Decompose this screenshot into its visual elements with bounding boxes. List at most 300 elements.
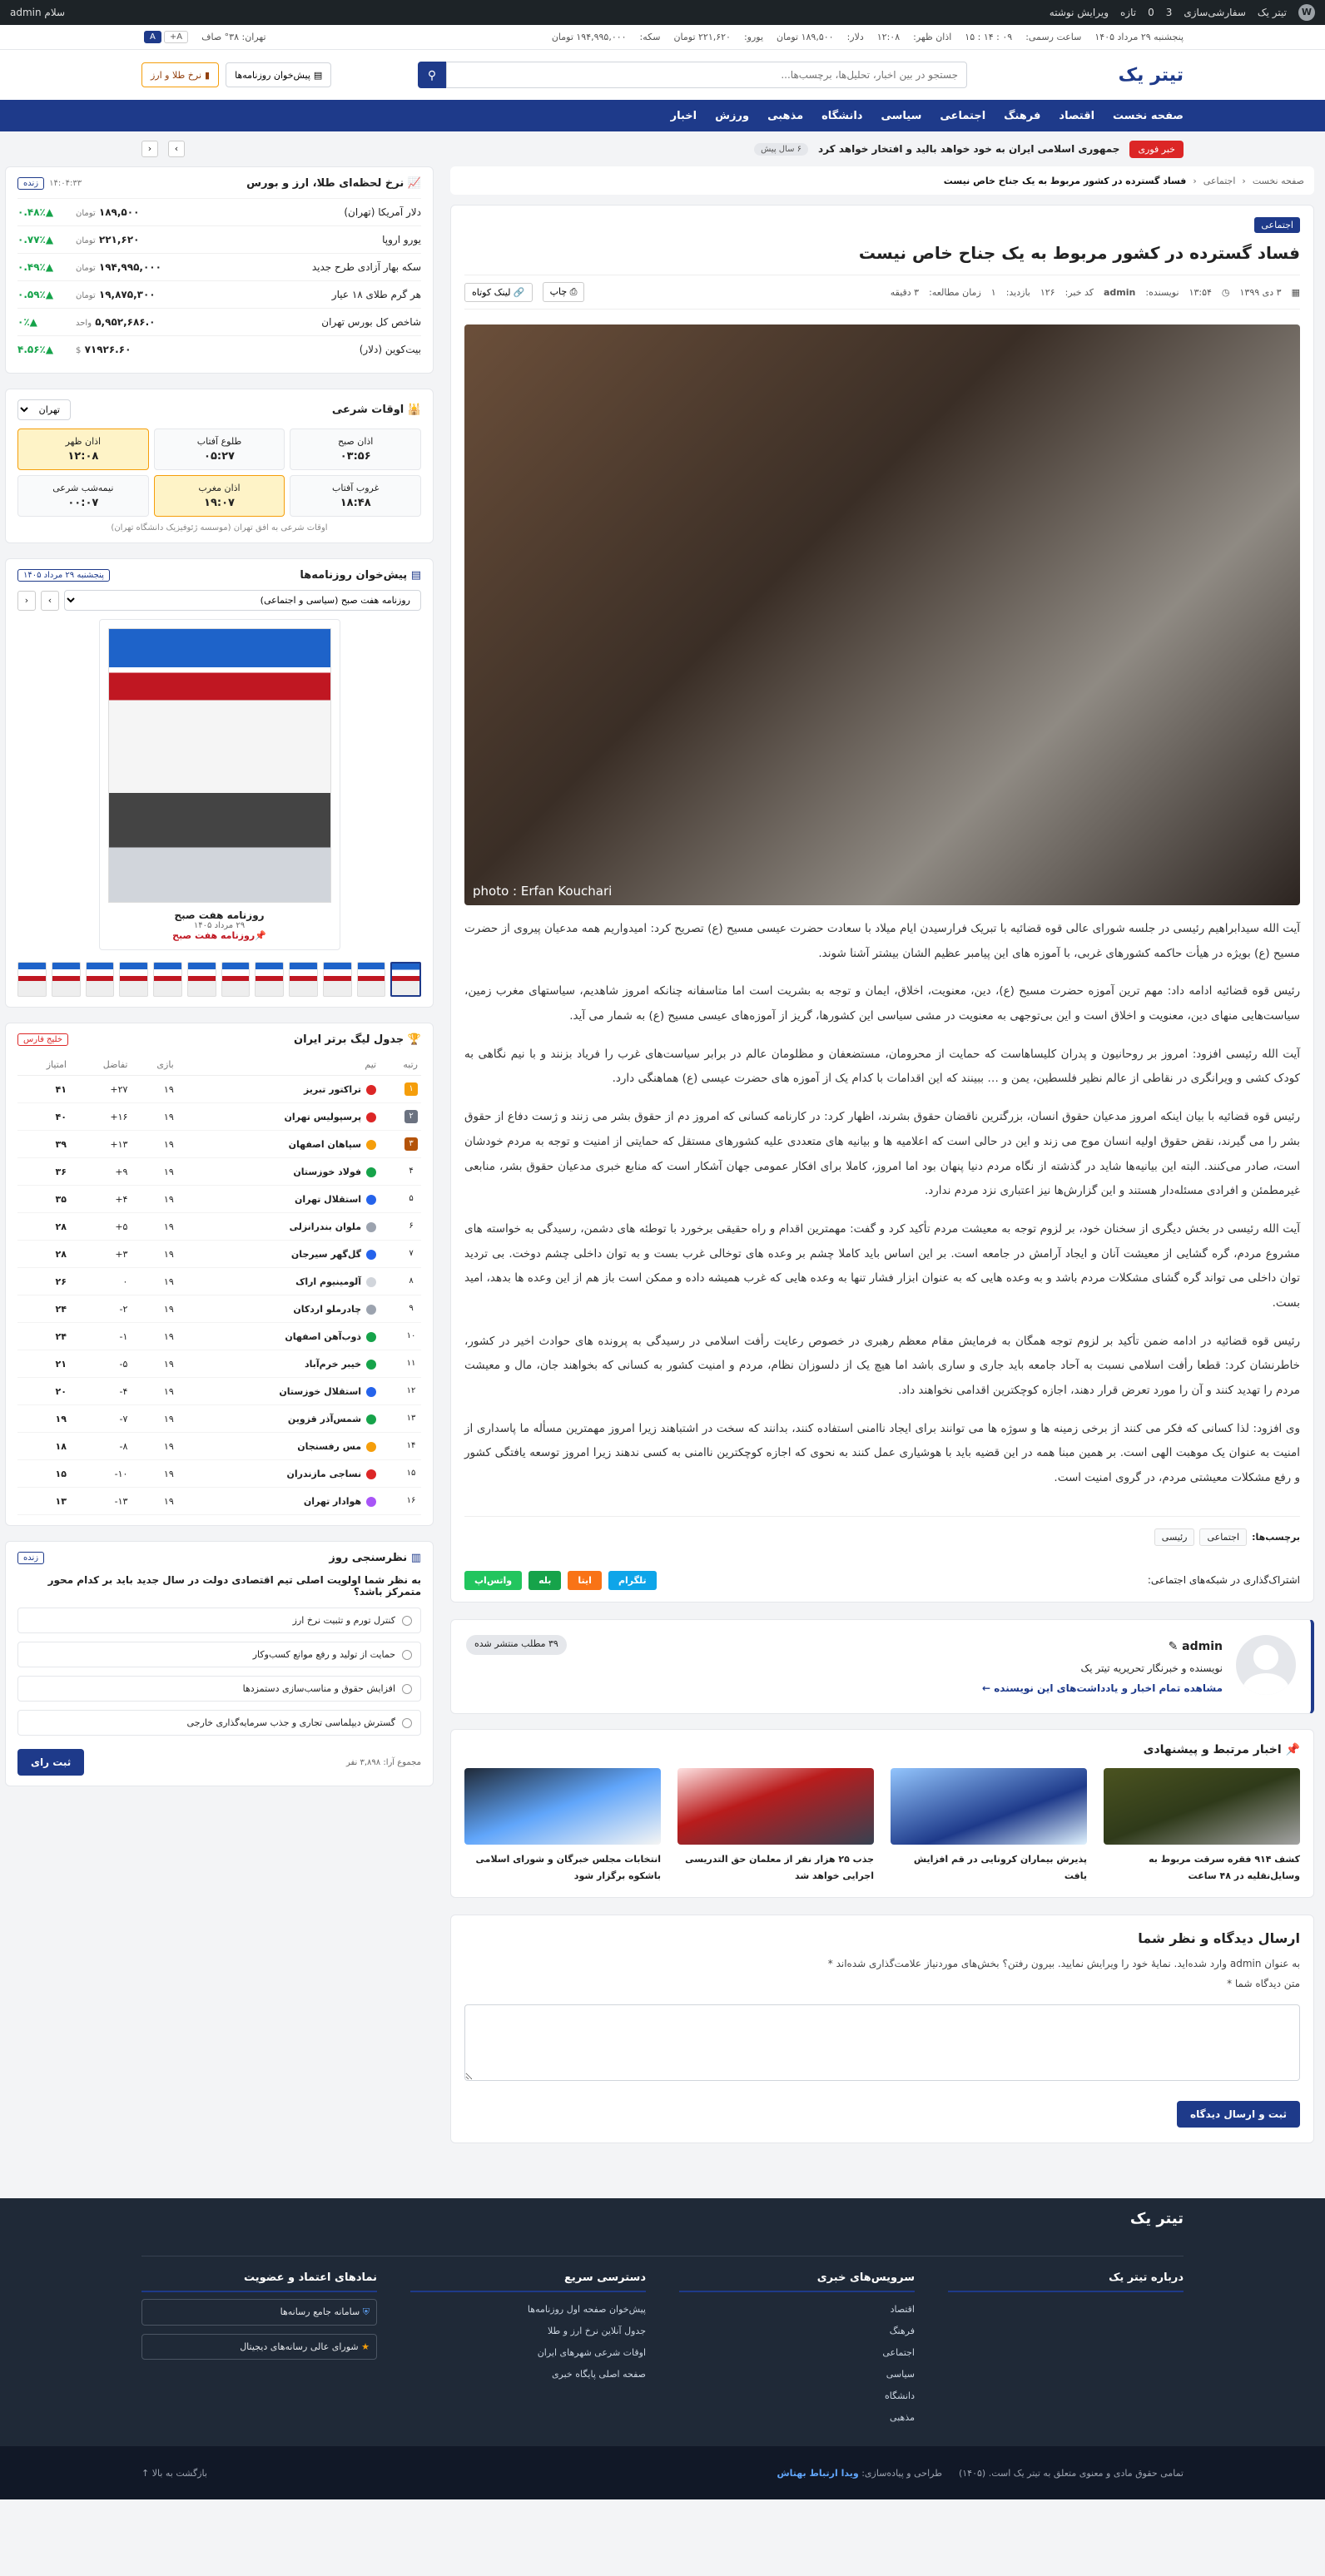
footer-link[interactable]: مذهبی bbox=[890, 2411, 915, 2423]
newspaper-icon: ▤ bbox=[407, 569, 421, 582]
newspaper-thumb[interactable] bbox=[289, 962, 318, 997]
newspaper-thumb[interactable] bbox=[17, 962, 47, 997]
footer-services-title: سرویس‌های خبری bbox=[679, 2271, 915, 2292]
league-row bbox=[17, 1213, 421, 1241]
article-meta bbox=[464, 275, 1300, 310]
main-column bbox=[450, 166, 1314, 2143]
nav-sports[interactable]: ورزش bbox=[715, 109, 750, 122]
newspaper-thumb[interactable] bbox=[187, 962, 216, 997]
newspaper-thumb[interactable] bbox=[119, 962, 148, 997]
nav-politics[interactable]: سیاسی bbox=[881, 109, 922, 122]
league-row bbox=[17, 1241, 421, 1268]
footer-link[interactable]: دانشگاه bbox=[884, 2390, 915, 2401]
league-widget bbox=[5, 1023, 434, 1526]
print-button[interactable] bbox=[543, 282, 585, 302]
radio-icon bbox=[402, 1650, 412, 1660]
prayer-time: ۰۳:۵۶ bbox=[340, 450, 371, 463]
search-input[interactable] bbox=[446, 62, 967, 88]
article-paragraph: آیت الله رئیسی افزود: امروز بر روحانیون و پدران کلیساهاست که حمایت از محرومان، مستضعفان و مظلومان عالم در برابر سیاست‌های غرب را فریاد بزنند و با نیم نگاهی به کودک کشی و ویرانگری در نقاطی از عالم نظیر فلسطین، یمن و … ببینند که این اقدامات با کدام یک از آموزه های حضرت عیسی (ع) هماهنگی دارد. bbox=[464, 1047, 1300, 1086]
article-date: ۳ دی ۱۳۹۹ bbox=[1239, 286, 1282, 298]
coin-label: سکه: bbox=[639, 32, 661, 42]
chart-icon: 📈 bbox=[404, 177, 421, 190]
rate-unit: واحد bbox=[76, 319, 92, 328]
team-games: ۱۹ bbox=[131, 1433, 176, 1460]
radio-icon bbox=[402, 1616, 412, 1626]
gold-rates-button[interactable] bbox=[141, 62, 219, 87]
team-points: ۳۵ bbox=[17, 1186, 70, 1213]
team-games: ۱۹ bbox=[131, 1460, 176, 1488]
pin-icon: 📌 bbox=[1281, 1742, 1300, 1756]
team-points: ۲۶ bbox=[17, 1268, 70, 1295]
team-name[interactable]: خیبر خرم‌آباد bbox=[304, 1358, 362, 1370]
ticker-prev-button[interactable]: ‹ bbox=[141, 141, 158, 157]
sidebar bbox=[5, 166, 434, 2143]
poll-live-badge: زنده bbox=[17, 1552, 44, 1564]
rate-value: ۲۲۱,۶۲۰ bbox=[98, 234, 140, 245]
nav-culture[interactable]: فرهنگ bbox=[1004, 109, 1041, 122]
author-desc: نویسنده و خبرنگار تحریریه تیتر یک bbox=[1080, 1662, 1223, 1674]
team-name[interactable]: نساجی مازندران bbox=[286, 1468, 362, 1479]
league-row bbox=[17, 1103, 421, 1131]
nav-news[interactable]: اخبار bbox=[670, 109, 697, 122]
footer-link[interactable]: سیاسی bbox=[886, 2368, 915, 2380]
comment-textarea[interactable] bbox=[464, 2004, 1300, 2081]
team-rank: ۶ bbox=[409, 1221, 414, 1231]
team-name[interactable]: سپاهان اصفهان bbox=[288, 1138, 362, 1150]
team-points: ۱۵ bbox=[17, 1460, 70, 1488]
team-logo-icon bbox=[366, 1414, 376, 1424]
team-points: ۱۳ bbox=[17, 1488, 70, 1515]
newspaper-pinned-name: روزنامه هفت صبح bbox=[172, 930, 256, 941]
rate-change: ۰.۷۷٪ bbox=[17, 234, 46, 245]
designer-link[interactable]: ویدا ارتباط بهتاش bbox=[777, 2467, 859, 2479]
team-name[interactable]: مس رفسنجان bbox=[297, 1440, 362, 1452]
prayer-title: اوقات شرعی bbox=[331, 404, 404, 416]
team-rank: ۱۰ bbox=[406, 1331, 416, 1340]
team-logo-icon bbox=[366, 1222, 376, 1232]
related-caption: پذیرش بیماران کرونایی در قم افزایش یافت bbox=[913, 1853, 1087, 1881]
author-avatar bbox=[1236, 1635, 1296, 1695]
newspaper-thumbnails bbox=[17, 962, 421, 997]
prayer-time: ۰۰:۰۷ bbox=[67, 497, 99, 509]
prayer-name: نیمه‌شب شرعی bbox=[52, 483, 114, 493]
related-title: اخبار مرتبط و پیشنهادی bbox=[1143, 1742, 1282, 1756]
team-logo-icon bbox=[366, 1469, 376, 1479]
search-form bbox=[418, 62, 967, 88]
rate-name: شاخص کل بورس تهران bbox=[321, 316, 421, 328]
newspaper-select[interactable] bbox=[64, 590, 421, 611]
poll-option[interactable] bbox=[17, 1608, 421, 1633]
article-time: ۱۳:۵۴ bbox=[1189, 286, 1212, 298]
admin-edit-link[interactable]: ویرایش نوشته bbox=[1049, 7, 1109, 18]
rate-change: ۰.۴۸٪ bbox=[17, 206, 46, 218]
newspaper-next-button[interactable]: › bbox=[41, 591, 59, 611]
prayer-cell bbox=[290, 475, 421, 517]
team-logo-icon bbox=[366, 1250, 376, 1260]
team-diff: ۵+ bbox=[70, 1213, 131, 1241]
nav-economy[interactable]: اقتصاد bbox=[1059, 109, 1095, 122]
team-games: ۱۹ bbox=[131, 1158, 176, 1186]
rate-unit: تومان bbox=[76, 236, 96, 245]
calendar-icon: ▦ bbox=[1291, 286, 1300, 298]
rate-unit: تومان bbox=[76, 291, 96, 300]
league-row bbox=[17, 1405, 421, 1433]
poll-option-label: افزایش حقوق و مناسب‌سازی دستمزدها bbox=[242, 1683, 395, 1694]
newspapers-date: پنجشنبه ۲۹ مرداد ۱۴۰۵ bbox=[17, 569, 110, 582]
footer-link[interactable]: اجتماعی bbox=[882, 2347, 915, 2359]
rate-value: ۱۹۴,۹۹۵,۰۰۰ bbox=[98, 261, 161, 273]
site-logo[interactable]: تیتر یک bbox=[1118, 64, 1184, 86]
admin-site-link[interactable]: تیتر یک bbox=[1257, 7, 1287, 18]
league-badge: خلیج فارس bbox=[17, 1033, 68, 1046]
league-table bbox=[17, 1054, 421, 1515]
prayer-time: ۱۹:۰۷ bbox=[204, 497, 235, 509]
trophy-icon: 🏆 bbox=[404, 1033, 421, 1046]
newspapers-button-label: پیش‌خوان روزنامه‌ها bbox=[235, 69, 310, 81]
poll-option-label: حمایت از تولید و رفع موانع کسب‌وکار bbox=[252, 1649, 395, 1660]
short-link-button[interactable] bbox=[464, 283, 533, 302]
poll-question: به نظر شما اولویت اصلی تیم اقتصادی دولت در سال جدید باید بر کدام محور متمرکز باشد؟ bbox=[47, 1574, 421, 1598]
nav-university[interactable]: دانشگاه bbox=[821, 109, 863, 122]
team-name[interactable]: فولاد خوزستان bbox=[293, 1166, 362, 1177]
article-title: فساد گسترده در کشور مربوط به یک جناح خاص نیست bbox=[858, 243, 1300, 263]
article-code: ۱۲۶ bbox=[1040, 286, 1055, 298]
rate-value: ۱۹,۸۷۵,۳۰۰ bbox=[98, 289, 156, 300]
team-name[interactable]: گل‌گهر سیرجان bbox=[290, 1248, 362, 1260]
team-logo-icon bbox=[366, 1195, 376, 1205]
poll-total: مجموع آرا: ۳,۸۹۸ نفر bbox=[345, 1757, 421, 1767]
team-games: ۱۹ bbox=[131, 1378, 176, 1405]
newspaper-thumb[interactable] bbox=[86, 962, 115, 997]
live-badge: زنده bbox=[17, 177, 44, 190]
column-header: تیم bbox=[177, 1054, 380, 1076]
prayer-time: ۱۸:۴۸ bbox=[340, 497, 371, 509]
breaking-age: ۶ سال پیش bbox=[754, 143, 808, 156]
rate-row bbox=[17, 335, 421, 363]
team-rank: ۷ bbox=[409, 1249, 414, 1258]
prayer-cell bbox=[17, 429, 149, 470]
team-points: ۲۴ bbox=[17, 1323, 70, 1350]
visits-label: بازدید: bbox=[1005, 286, 1030, 298]
weather: تهران: ۳۸° صاف bbox=[201, 32, 266, 42]
ticker-next-button[interactable]: › bbox=[168, 141, 185, 157]
league-row bbox=[17, 1350, 421, 1378]
team-logo-icon bbox=[366, 1085, 376, 1095]
team-name[interactable]: آلومینیوم اراک bbox=[295, 1276, 362, 1287]
nav-home[interactable]: صفحه نخست bbox=[1113, 109, 1184, 122]
nav-religion[interactable]: مذهبی bbox=[767, 109, 804, 122]
footer-link[interactable]: فرهنگ bbox=[889, 2326, 915, 2337]
team-points: ۱۸ bbox=[17, 1433, 70, 1460]
footer-link[interactable]: پیش‌خوان صفحه اول روزنامه‌ها bbox=[527, 2304, 646, 2316]
article-tags bbox=[464, 1516, 1300, 1546]
team-logo-icon bbox=[366, 1332, 376, 1342]
up-arrow-icon: ▲ bbox=[45, 234, 54, 245]
related-item[interactable] bbox=[677, 1768, 874, 1885]
clock-label: ساعت رسمی: bbox=[1025, 32, 1082, 42]
rate-row bbox=[17, 225, 421, 253]
team-name[interactable]: شمس‌آذر قزوین bbox=[287, 1413, 362, 1424]
team-name[interactable]: تراکتور تبریز bbox=[303, 1083, 362, 1095]
team-games: ۱۹ bbox=[131, 1103, 176, 1131]
breadcrumb-home[interactable]: صفحه نخست bbox=[1252, 175, 1304, 186]
team-points: ۲۸ bbox=[17, 1241, 70, 1268]
related-caption: کشف ۹۱۴ فقره سرقت مربوط به وسایل‌نقلیه در ۴۸ ساعت bbox=[1149, 1853, 1300, 1881]
footer-link[interactable]: جدول آنلاین نرخ ارز و طلا bbox=[547, 2326, 646, 2337]
admin-greeting[interactable]: سلام admin bbox=[10, 7, 66, 18]
trust-badge[interactable] bbox=[141, 2299, 377, 2326]
trust-badge-label: شورای عالی رسانه‌های دیجیتال bbox=[240, 2341, 359, 2353]
newspaper-image bbox=[108, 628, 331, 903]
team-games: ۱۹ bbox=[131, 1213, 176, 1241]
column-header: امتیاز bbox=[17, 1054, 70, 1076]
poll-submit-button[interactable]: ثبت رای bbox=[17, 1749, 84, 1776]
breaking-badge: خبر فوری bbox=[1129, 141, 1184, 158]
pin-icon: 📌 bbox=[255, 930, 266, 941]
newspaper-thumb[interactable] bbox=[323, 962, 352, 997]
poll-widget bbox=[5, 1541, 434, 1786]
breaking-headline[interactable]: جمهوری اسلامی ایران به خود خواهد بالید و افتخار خواهد کرد bbox=[818, 143, 1120, 155]
team-name[interactable]: استقلال خوزستان bbox=[279, 1385, 362, 1397]
team-logo-icon bbox=[366, 1497, 376, 1507]
footer-about-title: درباره تیتر یک bbox=[948, 2271, 1184, 2292]
team-name[interactable]: پرسپولیس تهران bbox=[284, 1111, 362, 1122]
poll-option-label: کنترل تورم و تثبیت نرخ ارز bbox=[292, 1615, 395, 1626]
up-arrow-icon: ▲ bbox=[45, 289, 54, 300]
share-telegram-button[interactable]: تلگرام bbox=[608, 1571, 657, 1590]
up-arrow-icon: ▲ bbox=[29, 316, 37, 328]
rate-change: ۴.۵۶٪ bbox=[17, 344, 46, 355]
team-games: ۱۹ bbox=[131, 1186, 176, 1213]
star-icon: ★ bbox=[358, 2341, 370, 2353]
team-rank: ۱۳ bbox=[406, 1414, 416, 1423]
team-name[interactable]: هوادار تهران bbox=[303, 1495, 362, 1507]
comment-form bbox=[450, 1915, 1314, 2143]
wordpress-icon[interactable]: W bbox=[1298, 4, 1315, 21]
team-diff: ۱۰- bbox=[70, 1460, 131, 1488]
trust-badge-label: سامانه جامع رسانه‌ها bbox=[280, 2306, 360, 2318]
team-games: ۱۹ bbox=[131, 1350, 176, 1378]
gold-rates-label: نرخ طلا و ارز bbox=[151, 69, 202, 81]
related-item[interactable] bbox=[1104, 1768, 1300, 1885]
team-rank: ۱۶ bbox=[406, 1496, 416, 1505]
team-games: ۱۹ bbox=[131, 1241, 176, 1268]
comment-login-note: به عنوان admin وارد شده‌اید. نمایهٔ خود را ویرایش نمایید. بیرون رفتن؟ بخش‌های موردنیاز علامت‌گذاری شده‌اند * bbox=[827, 1958, 1300, 1970]
top-info-bar bbox=[0, 25, 1325, 50]
article-paragraph: رئیس قوه قضائیه در ادامه ضمن تأکید بر لزوم توجه همگان به فرمایش مقام معظم رهبری در خصوص رعایت رأفت اسلامی در رسیدگی به پرونده های حوادث اخیر در کشور، خاطرنشان کرد: قطعا رأفت اسلامی نسبت به آحاد جامعه باید جاری و ساری باشد اما هیچ یک از دلسوزان نظام، مردم و امنیت کشور به کسانی که بخواهند جان، مال و معیشت مردم را تهدید کنند و آن را مورد تعرض قرار دهند، اجازه کوچکترین اقدامی نخواهند داد. bbox=[464, 1334, 1300, 1397]
footer-link[interactable]: اوقات شرعی شهرهای ایران bbox=[537, 2347, 646, 2359]
poll-option[interactable] bbox=[17, 1642, 421, 1667]
footer-quick-title: دسترسی سریع bbox=[410, 2271, 646, 2292]
column-header: بازی bbox=[131, 1054, 176, 1076]
font-size-normal-button[interactable]: A bbox=[144, 31, 161, 43]
print-label: چاپ bbox=[549, 286, 568, 297]
team-diff: ۱- bbox=[70, 1323, 131, 1350]
rate-name: هر گرم طلای ۱۸ عیار bbox=[331, 289, 421, 300]
team-name[interactable]: استقلال تهران bbox=[294, 1193, 362, 1205]
team-diff: ۱۳+ bbox=[70, 1131, 131, 1158]
rate-unit: تومان bbox=[76, 209, 96, 218]
team-games: ۱۹ bbox=[131, 1131, 176, 1158]
breadcrumb: صفحه نخست ‹ اجتماعی ‹ فساد گسترده در کشور مربوط به یک جناح خاص نیست bbox=[450, 166, 1314, 195]
breadcrumb-category[interactable]: اجتماعی bbox=[1203, 175, 1236, 186]
back-to-top-link[interactable]: بازگشت به بالا ↑ bbox=[141, 2467, 207, 2479]
current-date: پنجشنبه ۲۹ مرداد ۱۴۰۵ bbox=[1094, 32, 1184, 42]
article-author[interactable]: admin bbox=[1104, 286, 1136, 298]
share-label: اشتراک‌گذاری در شبکه‌های اجتماعی: bbox=[1147, 1574, 1300, 1587]
team-rank: ۵ bbox=[409, 1194, 414, 1203]
team-diff: ۷- bbox=[70, 1405, 131, 1433]
newspapers-title: پیش‌خوان روزنامه‌ها bbox=[300, 569, 408, 582]
pen-icon: ✎ bbox=[1168, 1639, 1179, 1653]
article-photo bbox=[464, 324, 1300, 905]
rate-row bbox=[17, 253, 421, 280]
font-size-large-button[interactable]: A+ bbox=[164, 31, 188, 43]
team-points: ۴۱ bbox=[17, 1076, 70, 1103]
up-arrow-icon: ▲ bbox=[45, 344, 54, 355]
article-category[interactable]: اجتماعی bbox=[1254, 217, 1300, 233]
newspaper-thumb[interactable] bbox=[357, 962, 386, 997]
rate-change: ۰٪ bbox=[17, 316, 30, 328]
share-eitaa-button[interactable]: ایتا bbox=[568, 1571, 602, 1590]
search-icon: ⚲ bbox=[427, 67, 437, 82]
prayer-cell bbox=[290, 429, 421, 470]
league-row bbox=[17, 1268, 421, 1295]
mosque-icon: 🕌 bbox=[404, 404, 421, 416]
newspaper-thumb[interactable] bbox=[390, 962, 421, 997]
footer-bottom bbox=[0, 2446, 1325, 2499]
team-logo-icon bbox=[366, 1167, 376, 1177]
admin-updates-count[interactable]: 3 bbox=[1165, 7, 1173, 18]
rates-title: نرخ لحظه‌ای طلا، ارز و بورس bbox=[246, 177, 404, 190]
tag-link[interactable]: اجتماعی bbox=[1199, 1528, 1247, 1546]
code-label: کد خبر: bbox=[1064, 286, 1094, 298]
main-nav bbox=[0, 100, 1325, 131]
team-diff: ۴- bbox=[70, 1378, 131, 1405]
newspaper-prev-button[interactable]: ‹ bbox=[17, 591, 36, 611]
team-rank: ۲ bbox=[404, 1110, 418, 1123]
dollar-label: دلار: bbox=[846, 32, 864, 42]
article-read-time: ۳ دقیقه bbox=[890, 286, 920, 298]
rate-change: ۰.۴۹٪ bbox=[17, 261, 46, 273]
article-paragraph: آیت الله سیدابراهیم رئیسی در جلسه شورای عالی قوه قضائیه با تبریک فرارسیدن ایام میلاد با سعادت حضرت عیسی مسیح (ع) تصریح کرد: امیدواریم همه مدعیان پیروی از حضرت مسیح (ع) بویژه در هیأت حاکمه کشورهای غربی، با آموزه های این پیامبر عظیم الشان بیشتر آشنا شوند. bbox=[464, 922, 1300, 960]
team-games: ۱۹ bbox=[131, 1405, 176, 1433]
poll-option[interactable] bbox=[17, 1710, 421, 1736]
league-row bbox=[17, 1131, 421, 1158]
newspaper-thumb[interactable] bbox=[52, 962, 81, 997]
author-label: نویسنده: bbox=[1145, 286, 1179, 298]
rate-row bbox=[17, 280, 421, 308]
prayer-time: ۰۵:۲۷ bbox=[204, 450, 235, 463]
print-icon: ⎙ bbox=[567, 286, 578, 297]
submit-comment-button[interactable]: ثبت و ارسال دیدگاه bbox=[1177, 2101, 1300, 2128]
team-diff: ۳+ bbox=[70, 1241, 131, 1268]
newspapers-button[interactable] bbox=[226, 62, 331, 87]
site-header bbox=[0, 50, 1325, 100]
article bbox=[450, 205, 1314, 1603]
team-name[interactable]: ملوان بندرانزلی bbox=[289, 1221, 362, 1232]
author-name[interactable]: admin bbox=[1182, 1639, 1223, 1653]
team-diff: ۵- bbox=[70, 1350, 131, 1378]
city-select[interactable] bbox=[17, 399, 71, 420]
search-button[interactable] bbox=[418, 62, 446, 88]
team-diff: ۴+ bbox=[70, 1186, 131, 1213]
team-logo-icon bbox=[366, 1305, 376, 1315]
prayer-name: غروب آفتاب bbox=[332, 483, 380, 493]
rate-unit: $ bbox=[76, 346, 82, 355]
rate-name: دلار آمریکا (تهران) bbox=[344, 206, 421, 218]
trust-badge[interactable] bbox=[141, 2334, 377, 2360]
team-games: ۱۹ bbox=[131, 1488, 176, 1515]
admin-new-link[interactable]: تازه bbox=[1120, 7, 1137, 18]
newspaper-icon: ▤ bbox=[313, 69, 323, 81]
share-whatsapp-button[interactable]: واتس‌اپ bbox=[464, 1571, 522, 1590]
prayer-name: اذان ظهر bbox=[65, 436, 102, 447]
team-diff: ۰ bbox=[70, 1268, 131, 1295]
column-header: رتبه bbox=[380, 1054, 421, 1076]
poll-option-label: گسترش دیپلماسی تجاری و جذب سرمایه‌گذاری خارجی bbox=[186, 1717, 395, 1728]
design-label: طراحی و پیاده‌سازی: bbox=[861, 2467, 942, 2479]
admin-comments-count[interactable]: 0 bbox=[1148, 7, 1154, 18]
poll-icon: ▥ bbox=[407, 1552, 421, 1564]
tag-link[interactable]: رئیسی bbox=[1154, 1528, 1195, 1546]
related-item[interactable] bbox=[891, 1768, 1087, 1885]
rates-widget bbox=[5, 166, 434, 374]
newspaper-thumb[interactable] bbox=[255, 962, 284, 997]
prayer-time: ۱۲:۰۸ bbox=[67, 450, 99, 463]
poll-option[interactable] bbox=[17, 1676, 421, 1702]
team-points: ۱۹ bbox=[17, 1405, 70, 1433]
prayer-times-widget bbox=[5, 389, 434, 543]
author-post-count: ۳۹ مطلب منتشر شده bbox=[466, 1635, 567, 1655]
newspaper-thumb[interactable] bbox=[153, 962, 182, 997]
league-row bbox=[17, 1488, 421, 1515]
team-name[interactable]: ذوب‌آهن اصفهان bbox=[285, 1330, 362, 1342]
related-news bbox=[450, 1729, 1314, 1899]
newspaper-date: ۲۹ مرداد ۱۴۰۵ bbox=[193, 921, 246, 930]
team-name[interactable]: چادرملو اردکان bbox=[293, 1303, 362, 1315]
footer-link[interactable]: صفحه اصلی پایگاه خبری bbox=[551, 2368, 646, 2380]
team-diff: ۲۷+ bbox=[70, 1076, 131, 1103]
poll-title: نظرسنجی روز bbox=[329, 1552, 408, 1564]
related-item[interactable] bbox=[464, 1768, 661, 1885]
breadcrumb-current: فساد گسترده در کشور مربوط به یک جناح خاص نیست bbox=[943, 175, 1187, 186]
rate-value: ۵,۹۵۲,۶۸۶.۰ bbox=[95, 316, 156, 328]
admin-customize-link[interactable]: سفارشی‌سازی bbox=[1184, 7, 1246, 18]
nav-social[interactable]: اجتماعی bbox=[940, 109, 986, 122]
rate-unit: تومان bbox=[76, 264, 96, 273]
team-points: ۲۱ bbox=[17, 1350, 70, 1378]
tags-label: برچسب‌ها: bbox=[1252, 1531, 1300, 1543]
newspapers-widget bbox=[5, 558, 434, 1008]
prayer-name: اذان مغرب bbox=[198, 483, 241, 493]
share-bale-button[interactable]: بله bbox=[529, 1571, 561, 1590]
article-paragraph: وی افزود: لذا کسانی که فکر می کنند از برخی زمینه ها و سوژه ها می توانند برای ایجاد ناامنی استفاده کنند، بدانند که سخت در اشتباهند زیرا امروز مهمترین مسأله ما پاسداری از امنیت به عنوان یک موهبت الهی است. بر همین مبنا همه در این قضیه باید با هوشیاری عمل کنند به نحوی که اجازه کوچکترین ناامنی به کسی ندهند زیرا امروز توسعه یافتگی کشور و رفع مشکلات معیشتی مردم، در گروی امنیت است. bbox=[464, 1421, 1300, 1485]
newspaper-front-page[interactable] bbox=[99, 619, 340, 950]
author-all-posts-link[interactable]: مشاهده تمام اخبار و یادداشت‌های این نویسنده ← bbox=[981, 1682, 1223, 1694]
league-row bbox=[17, 1433, 421, 1460]
rate-name: سکه بهار آزادی طرح جدید bbox=[311, 261, 421, 273]
prayer-name: طلوع آفتاب bbox=[196, 436, 242, 447]
footer-logo[interactable]: تیتر یک bbox=[141, 2210, 1184, 2256]
newspaper-thumb[interactable] bbox=[221, 962, 251, 997]
team-logo-icon bbox=[366, 1140, 376, 1150]
footer-link[interactable]: اقتصاد bbox=[890, 2304, 915, 2316]
read-time-label: زمان مطالعه: bbox=[929, 286, 981, 298]
article-paragraph: رئیس قوه قضائیه با بیان اینکه امروز مدعیان حقوق انسان، بزرگترین ناقضان حقوق بشرند، اظهار کرد: در کارنامه کسانی که امروز دم از حقوق بشر می زنند و ژست دفاع از حقوق بشر را می گیرند، نقض حقوق اولیه انسان موج می زند و این در حالی است که اعلامیه ها و بیانیه های متعددی علیه کشورهای مستقل که حمایتی از امنیت و توجه به مردم خودشان است، صادر می‌کنند. البته این بیانیه‌ها شاید در گذشته از نگاه مردم دنیا پنهان بود اما امروز، کاملا برای افکار عمومی جهان آشکار است که منابع خبری مدعیان حقوق بشر، منابعی غیرمطمئن و افرادی مسئله‌دار هستند و این گزارش‌ها نیز اعتباری نزد مردم ندارد. bbox=[464, 1110, 1300, 1198]
league-row bbox=[17, 1186, 421, 1213]
rate-name: بیت‌کوین (دلار) bbox=[359, 344, 421, 355]
